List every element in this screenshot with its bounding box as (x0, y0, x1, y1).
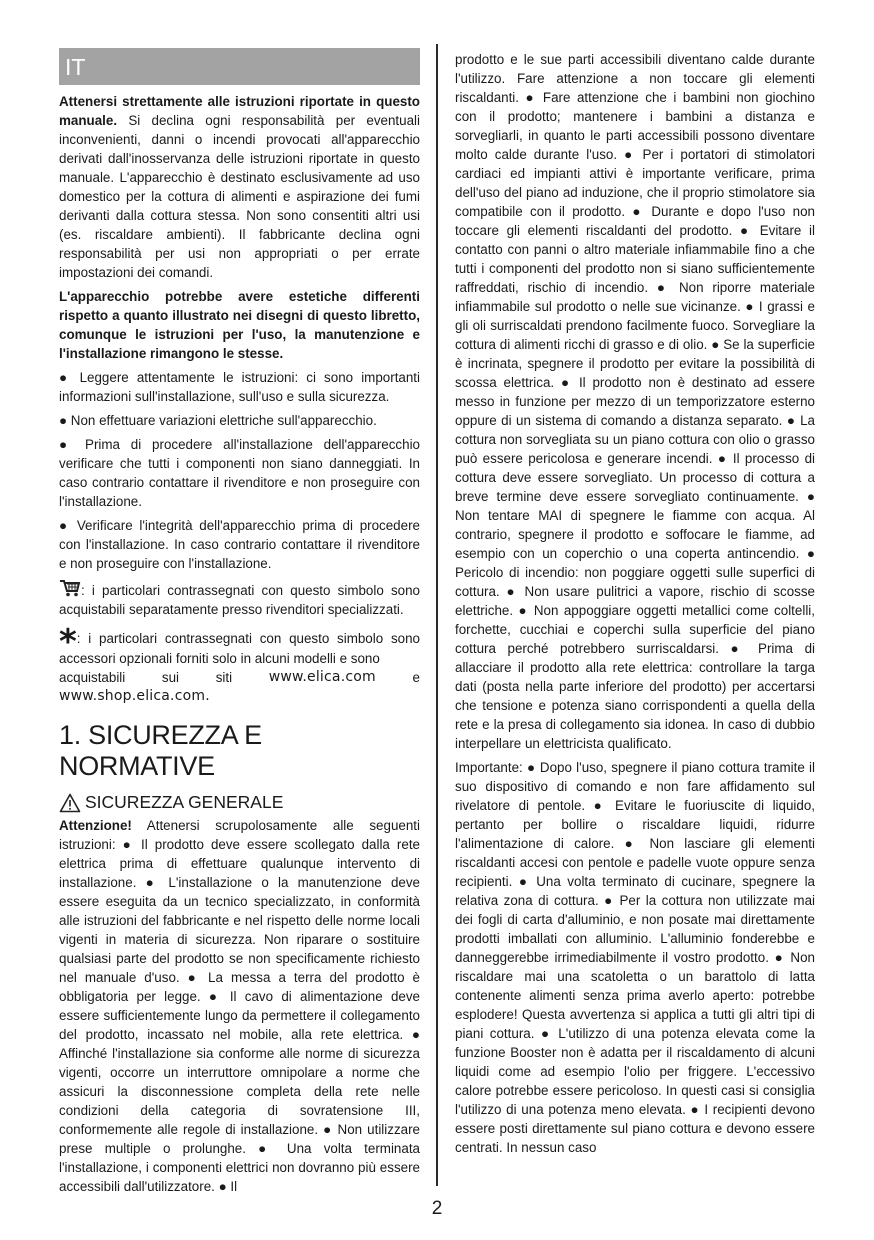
bullet-item: ● Non effettuare variazioni elettriche sull'apparecchio. (59, 413, 377, 428)
column-divider (436, 44, 438, 1186)
page-number: 2 (431, 1198, 443, 1219)
bullet-item: ● Leggere attentamente le istruzioni: ci sono importanti informazioni sull'installazione, sull'uso e sulla sicurezza. (59, 370, 420, 404)
attention-label: Attenzione! (59, 818, 132, 833)
web-word: e (412, 670, 420, 685)
shop-website-link[interactable]: www.shop.elica.com. (59, 688, 210, 704)
star-note-text: : i particolari contrassegnati con questo simbolo sono accessori opzionali forniti solo in alcuni modelli e sono (59, 631, 420, 666)
language-label: IT (59, 48, 420, 85)
websites-line (59, 668, 420, 687)
star-note (59, 622, 420, 668)
web-word: acquistabili (59, 670, 126, 685)
attention-paragraph (59, 816, 420, 1196)
intro-text: Si declina ogni responsabilità per eventuali inconvenienti, danni o incendi provocati all'apparecchio derivati dall'inosservanza delle istruzioni riportate in questo manuale. L'apparecchio è destinato esclusivamente ad uso domestico per la cottura di alimenti e aspirazione dei fumi derivanti dalla cottura stessa. Non sono consentiti altri usi (es. riscaldare ambienti). Il fabbricante declina ogni responsabilità per usi non appropriati o per errate impostazioni dei comandi. (59, 113, 420, 280)
bullet-item: ● Verificare l'integrità dell'apparecchio prima di procedere con l'installazione. In caso contrario contattare il rivenditore e non proseguire con l'installazione. (59, 518, 420, 571)
asterisk-icon: * (59, 622, 77, 662)
web-word: sui (161, 670, 180, 685)
attention-text: Attenersi scrupolosamente alle seguenti istruzioni: ● Il prodotto deve essere scollegato dalla rete elettrica prima di effettuare qualunque intervento di installazione. ● L'installazione o la manutenzione deve essere eseguita da un tecnico specializzato, in conformità alle istruzioni del fabbricante e nel rispetto delle norme locali vigenti in materia di sicurezza. Non riparare o sostituire qualsiasi parte del prodotto se non specificamente richiesto nel manuale d'uso. ● La messa a terra del prodotto è obbligatoria per legge. ● Il cavo di alimentazione deve essere sufficientemente lungo da permettere il collegamento del prodotto, incassato nel mobile, alla rete elettrica. ● Affinché l'installazione sia conforme alle norme di sicurezza vigenti, occorre un interruttore omnipolare a norme che assicuri la disconnessione completa della rete nelle condizioni della categoria di sovratensione III, conformemente alle regole di installazione. ● Non utilizzare prese multiple o prolunghe. ● Una volta terminata l'installazione, i componenti elettrici non dovranno più essere accessibili dall'utilizzatore. ● Il (59, 818, 420, 1194)
intro-bold: Attenersi strettamente alle istruzioni riportate in questo manuale. (59, 94, 420, 128)
left-column (59, 48, 420, 1201)
shopping-cart-icon (59, 579, 81, 597)
intro-paragraph (59, 92, 420, 282)
web-word: siti (215, 670, 233, 685)
important-paragraph: Importante: ● Dopo l'uso, spegnere il piano cottura tramite il suo dispositivo di comando e non fare affidamento sul rivelatore di pentole. ● Evitare le fuoriuscite di liquido, pertanto per bollire o riscaldare liquidi, ridurre l'alimentazione di calore. ● Non lasciare gli elementi riscaldanti accesi con pentole e padelle vuote oppure senza recipienti. ● Una volta terminato di cucinare, spegnere la relativa zona di cottura. ● Per la cottura non utilizzate mai dei fogli di carta d'alluminio, e non posate mai direttamente prodotti imballati con alluminio. L'alluminio fonderebbe e danneggerebbe irrimediabilmente il vostro prodotto. ● Non riscaldare mai una scatoletta o un barattolo di latta contenente alimenti senza prima averlo aperto: potrebbe esplodere! Questa avvertenza si applica a tutti gli altri tipi di piani cottura. ● L'utilizzo di una potenza elevata come la funzione Booster non è adatta per il riscaldamento di alcuni liquidi come ad esempio l'olio per friggere. L'eccessivo calore potrebbe essere pericoloso. In questi casi si consiglia l'utilizzo di una potenza meno elevata. ● I recipienti devono essere posti direttamente sul piano cottura e devono essere centrati. In nessun caso (455, 760, 815, 1155)
bullet-item: ● Prima di procedere all'installazione dell'apparecchio verificare che tutti i componenti non siano danneggiati. In caso contrario contattare il rivenditore e non proseguire con l'installazione. (59, 437, 420, 509)
appearance-note-bold: L'apparecchio potrebbe avere estetiche differenti rispetto a quanto illustrato nei disegni di questo libretto, comunque le istruzioni per l'uso, la manutenzione e l'installazione rimangono le stesse. (59, 289, 420, 361)
right-column (455, 50, 815, 1162)
safety-paragraph: prodotto e le sue parti accessibili diventano calde durante l'utilizzo. Fare attenzione a non toccare gli elementi riscaldanti. ● Fare attenzione che i bambini non giochino con il prodotto; mantenere i bambini a distanza e sorvegliarli, in quanto le parti accessibili possono diventare molto calde durante l'uso. ● Per i portatori di stimolatori cardiaci ed impianti attivi è importante verificare, prima dell'uso del piano ad induzione, che il proprio stimolatore sia compatibile con il prodotto. ● Durante e dopo l'uso non toccare gli elementi riscaldanti del prodotto. ● Evitare il contatto con panni o altro materiale infiammabile fino a che tutti i componenti del prodotto non si siano sufficientemente raffreddati, rischio di incendio. ● Non riporre materiale infiammabile sul prodotto o nelle sue vicinanze. ● I grassi e gli oli surriscaldati prendono facilmente fuoco. Sorvegliare la cottura di alimenti ricchi di grasso e di olio. ● Se la superficie è incrinata, spegnere il prodotto per evitare la possibilità di scossa elettrica. ● Il prodotto non è destinato ad essere messo in funzione per mezzo di un temporizzatore esterno oppure di un sistema di comando a distanza separato. ● La cottura non sorvegliata su un piano cottura con olio o grasso può essere pericolosa e generare incendi. ● Il processo di cottura deve essere sorvegliato. Un processo di cottura a breve termine deve essere sorvegliato continuamente. ● Non tentare MAI di spegnere le fiamme con acqua. Al contrario, spegnere il prodotto e soffocare le fiamme, ad esempio con un coperchio o una coperta antincendio. ● Pericolo di incendio: non poggiare oggetti sulle superfici di cottura. ● Non usare pulitrici a vapore, rischio di scosse elettriche. ● Non appoggiare oggetti metallici come coltelli, forchette, cucchiai e coperchi sulla superficie del piano cottura perché potrebbero surriscaldarsi. ● Prima di allacciare il prodotto alla rete elettrica: controllare la targa dati (posta nella parte inferiore del prodotto) per accertarsi che tensione e potenza siano corrispondenti a quella della rete e la presa di collegamento sia idonea. In caso di dubbio interpellare un elettricista qualificato. (455, 52, 815, 751)
appearance-note (59, 287, 420, 363)
subsection-title-text: SICUREZZA GENERALE (85, 792, 284, 812)
website-link[interactable]: www.elica.com (268, 669, 376, 685)
warning-triangle-icon (59, 793, 81, 813)
section-title: 1. SICUREZZA E NORMATIVE (59, 720, 262, 781)
cart-note-text: : i particolari contrassegnati con questo simbolo sono acquistabili separatamente presso rivenditori specializzati. (59, 583, 420, 617)
cart-note (59, 579, 420, 619)
subsection-title (59, 792, 420, 813)
